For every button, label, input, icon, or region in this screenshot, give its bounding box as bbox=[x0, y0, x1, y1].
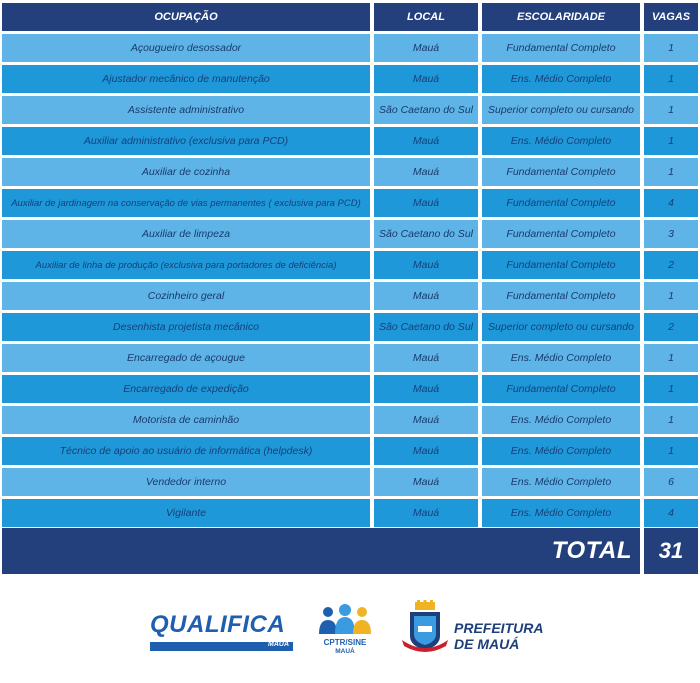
cell-escolaridade: Fundamental Completo bbox=[482, 189, 640, 217]
cell-local: Mauá bbox=[374, 251, 478, 279]
cell-escolaridade: Ens. Médio Completo bbox=[482, 65, 640, 93]
cell-local: Mauá bbox=[374, 468, 478, 496]
header-local: LOCAL bbox=[374, 3, 478, 31]
cell-local: Mauá bbox=[374, 282, 478, 310]
cell-vagas: 1 bbox=[644, 282, 698, 310]
table-row bbox=[0, 375, 700, 403]
cell-local: Mauá bbox=[374, 437, 478, 465]
cell-vagas: 1 bbox=[644, 158, 698, 186]
table-row bbox=[0, 437, 700, 465]
cell-vagas: 1 bbox=[644, 406, 698, 434]
table-row bbox=[0, 189, 700, 217]
cell-local: São Caetano do Sul bbox=[374, 96, 478, 124]
cell-ocupacao: Auxiliar de cozinha bbox=[2, 158, 370, 186]
cell-vagas: 1 bbox=[644, 65, 698, 93]
cell-ocupacao: Vendedor interno bbox=[2, 468, 370, 496]
total-bar bbox=[2, 528, 640, 574]
qualifica-logo bbox=[150, 611, 295, 653]
cell-ocupacao: Desenhista projetista mecânico bbox=[2, 313, 370, 341]
cell-local: Mauá bbox=[374, 375, 478, 403]
cell-vagas: 2 bbox=[644, 313, 698, 341]
table-row bbox=[0, 65, 700, 93]
cell-escolaridade: Ens. Médio Completo bbox=[482, 344, 640, 372]
table-row bbox=[0, 313, 700, 341]
table-row bbox=[0, 282, 700, 310]
cell-ocupacao: Auxiliar de linha de produção (exclusiva para portadores de deficiência) bbox=[2, 251, 370, 279]
total-label: TOTAL bbox=[551, 537, 632, 564]
footer-logos bbox=[0, 576, 700, 683]
prefeitura-line1: PREFEITURA bbox=[454, 620, 544, 636]
cell-vagas: 1 bbox=[644, 437, 698, 465]
table-row bbox=[0, 344, 700, 372]
table-row bbox=[0, 96, 700, 124]
table-row bbox=[0, 220, 700, 248]
cell-ocupacao: Assistente administrativo bbox=[2, 96, 370, 124]
cell-ocupacao: Açougueiro desossador bbox=[2, 34, 370, 62]
cell-local: Mauá bbox=[374, 65, 478, 93]
table-row bbox=[0, 406, 700, 434]
total-value: 31 bbox=[644, 528, 698, 574]
cell-ocupacao: Motorista de caminhão bbox=[2, 406, 370, 434]
prefeitura-line2: DE MAUÁ bbox=[454, 636, 520, 652]
cptr-sine-logo bbox=[314, 604, 376, 660]
city-crest-icon bbox=[400, 600, 450, 656]
cptr-title: CPTR/SINE bbox=[323, 638, 367, 647]
cell-escolaridade: Fundamental Completo bbox=[482, 34, 640, 62]
cell-escolaridade: Fundamental Completo bbox=[482, 220, 640, 248]
header-ocupacao: OCUPAÇÃO bbox=[2, 3, 370, 31]
cell-local: São Caetano do Sul bbox=[374, 220, 478, 248]
cell-escolaridade: Ens. Médio Completo bbox=[482, 499, 640, 527]
cell-ocupacao: Auxiliar de jardinagem na conservação de vias permanentes ( exclusiva para PCD) bbox=[2, 189, 370, 217]
table-row bbox=[0, 158, 700, 186]
table-row bbox=[0, 499, 700, 527]
cell-local: Mauá bbox=[374, 34, 478, 62]
cell-escolaridade: Ens. Médio Completo bbox=[482, 127, 640, 155]
cell-local: Mauá bbox=[374, 344, 478, 372]
cell-vagas: 1 bbox=[644, 344, 698, 372]
cptr-subtitle: MAUÁ bbox=[335, 648, 355, 655]
cell-local: Mauá bbox=[374, 499, 478, 527]
cell-escolaridade: Fundamental Completo bbox=[482, 251, 640, 279]
cell-local: São Caetano do Sul bbox=[374, 313, 478, 341]
prefeitura-logo bbox=[400, 600, 560, 660]
cell-escolaridade: Fundamental Completo bbox=[482, 158, 640, 186]
qualifica-title: QUALIFICA bbox=[150, 611, 286, 638]
cell-vagas: 4 bbox=[644, 499, 698, 527]
cell-ocupacao: Auxiliar administrativo (exclusiva para PCD) bbox=[2, 127, 370, 155]
cptr-people-icon bbox=[314, 604, 376, 638]
cell-vagas: 1 bbox=[644, 96, 698, 124]
table-row bbox=[0, 127, 700, 155]
cell-escolaridade: Ens. Médio Completo bbox=[482, 437, 640, 465]
header-vagas: VAGAS bbox=[644, 3, 698, 31]
header-escolaridade: ESCOLARIDADE bbox=[482, 3, 640, 31]
cell-escolaridade: Superior completo ou cursando bbox=[482, 96, 640, 124]
cell-ocupacao: Vigilante bbox=[2, 499, 370, 527]
cell-ocupacao: Cozinheiro geral bbox=[2, 282, 370, 310]
qualifica-subtitle: MAUÁ bbox=[268, 641, 289, 648]
cell-local: Mauá bbox=[374, 127, 478, 155]
cell-vagas: 2 bbox=[644, 251, 698, 279]
cell-local: Mauá bbox=[374, 189, 478, 217]
cell-vagas: 3 bbox=[644, 220, 698, 248]
cell-local: Mauá bbox=[374, 158, 478, 186]
cell-vagas: 1 bbox=[644, 34, 698, 62]
table-row bbox=[0, 468, 700, 496]
cell-ocupacao: Técnico de apoio ao usuário de informática (helpdesk) bbox=[2, 437, 370, 465]
cell-vagas: 1 bbox=[644, 127, 698, 155]
cell-ocupacao: Encarregado de açougue bbox=[2, 344, 370, 372]
cell-vagas: 6 bbox=[644, 468, 698, 496]
cell-escolaridade: Fundamental Completo bbox=[482, 375, 640, 403]
cell-ocupacao: Auxiliar de limpeza bbox=[2, 220, 370, 248]
cell-vagas: 1 bbox=[644, 375, 698, 403]
cell-escolaridade: Ens. Médio Completo bbox=[482, 468, 640, 496]
cell-local: Mauá bbox=[374, 406, 478, 434]
cell-ocupacao: Encarregado de expedição bbox=[2, 375, 370, 403]
cell-ocupacao: Ajustador mecânico de manutenção bbox=[2, 65, 370, 93]
cell-escolaridade: Fundamental Completo bbox=[482, 282, 640, 310]
cell-escolaridade: Ens. Médio Completo bbox=[482, 406, 640, 434]
table-header-row bbox=[0, 3, 700, 31]
cell-vagas: 4 bbox=[644, 189, 698, 217]
table-row bbox=[0, 251, 700, 279]
cell-escolaridade: Superior completo ou cursando bbox=[482, 313, 640, 341]
table-row bbox=[0, 34, 700, 62]
